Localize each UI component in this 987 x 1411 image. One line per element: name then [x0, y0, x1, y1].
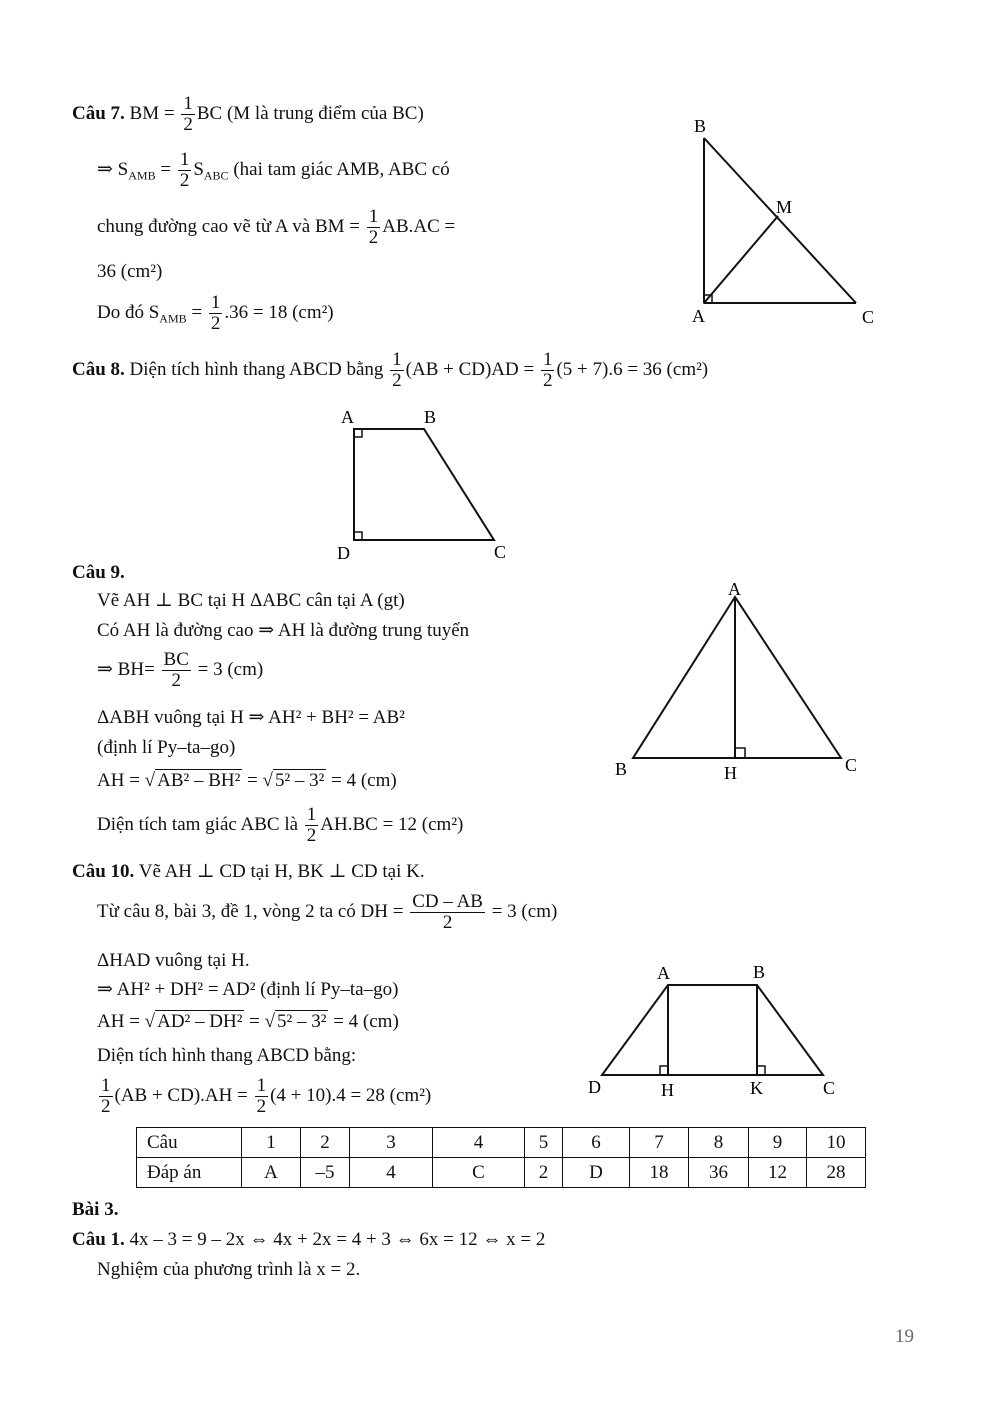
q10-line3: ⇒ AH² + DH² = AD² (định lí Py–ta–go) [97, 979, 399, 1000]
fig8-label-D: D [337, 543, 350, 563]
table-cell: 9 [749, 1128, 807, 1158]
fig10-label-D: D [588, 1077, 601, 1097]
q10-figure-isosceles-trapezoid [580, 958, 850, 1108]
bai3-q1-answer: Nghiệm của phương trình là x = 2. [97, 1259, 361, 1280]
q10-line1: Từ câu 8, bài 3, đề 1, vòng 2 ta có DH = $\frac{CD - AB}{2}$ = 3 (cm) [97, 891, 558, 933]
bai3-label: Bài 3. [72, 1199, 119, 1220]
table-cell: C [433, 1158, 525, 1188]
q9-line5: (định lí Py–ta–go) [97, 737, 236, 758]
fig8-label-A: A [341, 407, 354, 427]
table-cell: 6 [563, 1128, 630, 1158]
table-cell: 4 [433, 1128, 525, 1158]
q7-figure-right-triangle [680, 110, 890, 330]
table-cell: 2 [301, 1128, 350, 1158]
answer-table-row-answers [137, 1158, 866, 1188]
half-fraction: $\frac{1}{2}$ [256, 1075, 267, 1117]
table-cell: 5 [525, 1128, 563, 1158]
q7-line5: Do đó $S_{AMB}$ = $\frac{1}{2}$ .36 = 18 (cm²) [97, 292, 334, 334]
table-cell: 1 [242, 1128, 301, 1158]
fig7-label-B: B [694, 116, 707, 136]
q9-line6: AH = √ AB² – BH² = √ 5² – 3² = 4 (cm) [97, 770, 397, 791]
table-cell: 28 [807, 1158, 866, 1188]
q8-label: Câu 8. [72, 358, 125, 380]
q10-line4: AH = √ AD² – DH² = √ 5² – 3² = 4 (cm) [97, 1011, 399, 1032]
half-fraction: $\frac{1}{2}$ [179, 149, 190, 191]
q10-line6: $\frac{1}{2}$ (AB + CD).AH = $\frac{1}{2}$ (4 + 10).4 = 28 (cm²) [101, 1075, 432, 1117]
table-cell: –5 [301, 1158, 350, 1188]
q7-line4: 36 (cm²) [97, 261, 163, 282]
answer-table [136, 1127, 866, 1188]
fig9-label-C: C [845, 755, 858, 775]
fig8-label-C: C [494, 542, 507, 562]
q9-line7: Diện tích tam giác ABC là $\frac{1}{2}$ AH.BC = 12 (cm²) [97, 804, 464, 846]
fig10-label-B: B [753, 962, 766, 982]
q7-label: Câu 7. [72, 102, 125, 124]
q7-line2: ⇒ $S_{AMB}$ = $\frac{1}{2}$ $S_{ABC}$ (hai tam giác AMB, ABC có [97, 149, 450, 191]
table-header-dap-an: Đáp án [137, 1158, 242, 1188]
q9-line2: Có AH là đường cao ⇒ AH là đường trung tuyến [97, 620, 470, 641]
fig9-label-H: H [724, 763, 737, 783]
table-cell: 36 [689, 1158, 749, 1188]
fig7-label-C: C [862, 307, 875, 327]
q10-line2: ΔHAD vuông tại H. [97, 950, 250, 971]
answer-table-row-questions [137, 1128, 866, 1158]
q9-line3: ⇒ BH= $\frac{BC}{2}$ = 3 (cm) [97, 649, 264, 691]
table-cell: 12 [749, 1158, 807, 1188]
table-header-cau: Câu [137, 1128, 242, 1158]
half-fraction: $\frac{1}{2}$ [542, 349, 553, 391]
q10-line0: Câu 10. Vẽ AH ⊥ CD tại H, BK ⊥ CD tại K. [72, 861, 425, 882]
fig10-label-H: H [661, 1080, 674, 1100]
q9-label: Câu 9. [72, 562, 125, 583]
table-cell: 10 [807, 1128, 866, 1158]
q8-line: Câu 8. Diện tích hình thang ABCD bằng $\frac{1}{2}$ (AB + CD)AD = $\frac{1}{2}$ (5 + 7).6 = 36 (cm²) [72, 349, 709, 391]
table-cell: 3 [350, 1128, 433, 1158]
fig8-label-B: B [424, 407, 437, 427]
fig9-label-A: A [728, 579, 741, 599]
table-cell: A [242, 1158, 301, 1188]
q10-line5: Diện tích hình thang ABCD bằng: [97, 1045, 357, 1066]
half-fraction: $\frac{1}{2}$ [183, 93, 193, 135]
fig7-label-M: M [776, 197, 793, 217]
bai3-q1: Câu 1. 4x – 3 = 9 – 2x ⇔ 4x + 2x = 4 + 3 ⇔ 6x = 12 ⇔ x = 2 [72, 1229, 546, 1250]
fig10-label-K: K [750, 1078, 763, 1098]
half-fraction: $\frac{1}{2}$ [210, 292, 221, 334]
table-cell: 4 [350, 1158, 433, 1188]
q8-figure-trapezoid [330, 400, 530, 565]
table-cell: 2 [525, 1158, 563, 1188]
fig10-label-A: A [657, 963, 670, 983]
q10-label: Câu 10. [72, 861, 135, 882]
half-fraction: $\frac{1}{2}$ [306, 804, 317, 846]
table-cell: 7 [630, 1128, 689, 1158]
q7-line1: Câu 7. BM = $\frac{1}{2}$ BC (M là trung điểm của BC) [72, 93, 424, 135]
fig7-label-A: A [692, 306, 705, 326]
page-number: 19 [895, 1326, 914, 1347]
q9-line1: Vẽ AH ⊥ BC tại H ΔABC cân tại A (gt) [97, 590, 405, 611]
q7-line3: chung đường cao vẽ từ A và BM = $\frac{1}{2}$ AB.AC = [97, 206, 456, 248]
table-cell: 18 [630, 1158, 689, 1188]
fig9-label-B: B [615, 759, 628, 779]
q9-figure-isosceles-triangle [605, 575, 865, 785]
half-fraction: $\frac{1}{2}$ [392, 349, 402, 391]
half-fraction: $\frac{1}{2}$ [368, 206, 379, 248]
fig10-label-C: C [823, 1078, 836, 1098]
half-fraction: $\frac{1}{2}$ [101, 1075, 111, 1117]
table-cell: D [563, 1158, 630, 1188]
q9-line4: ΔABH vuông tại H ⇒ AH² + BH² = AB² [97, 707, 405, 728]
table-cell: 8 [689, 1128, 749, 1158]
